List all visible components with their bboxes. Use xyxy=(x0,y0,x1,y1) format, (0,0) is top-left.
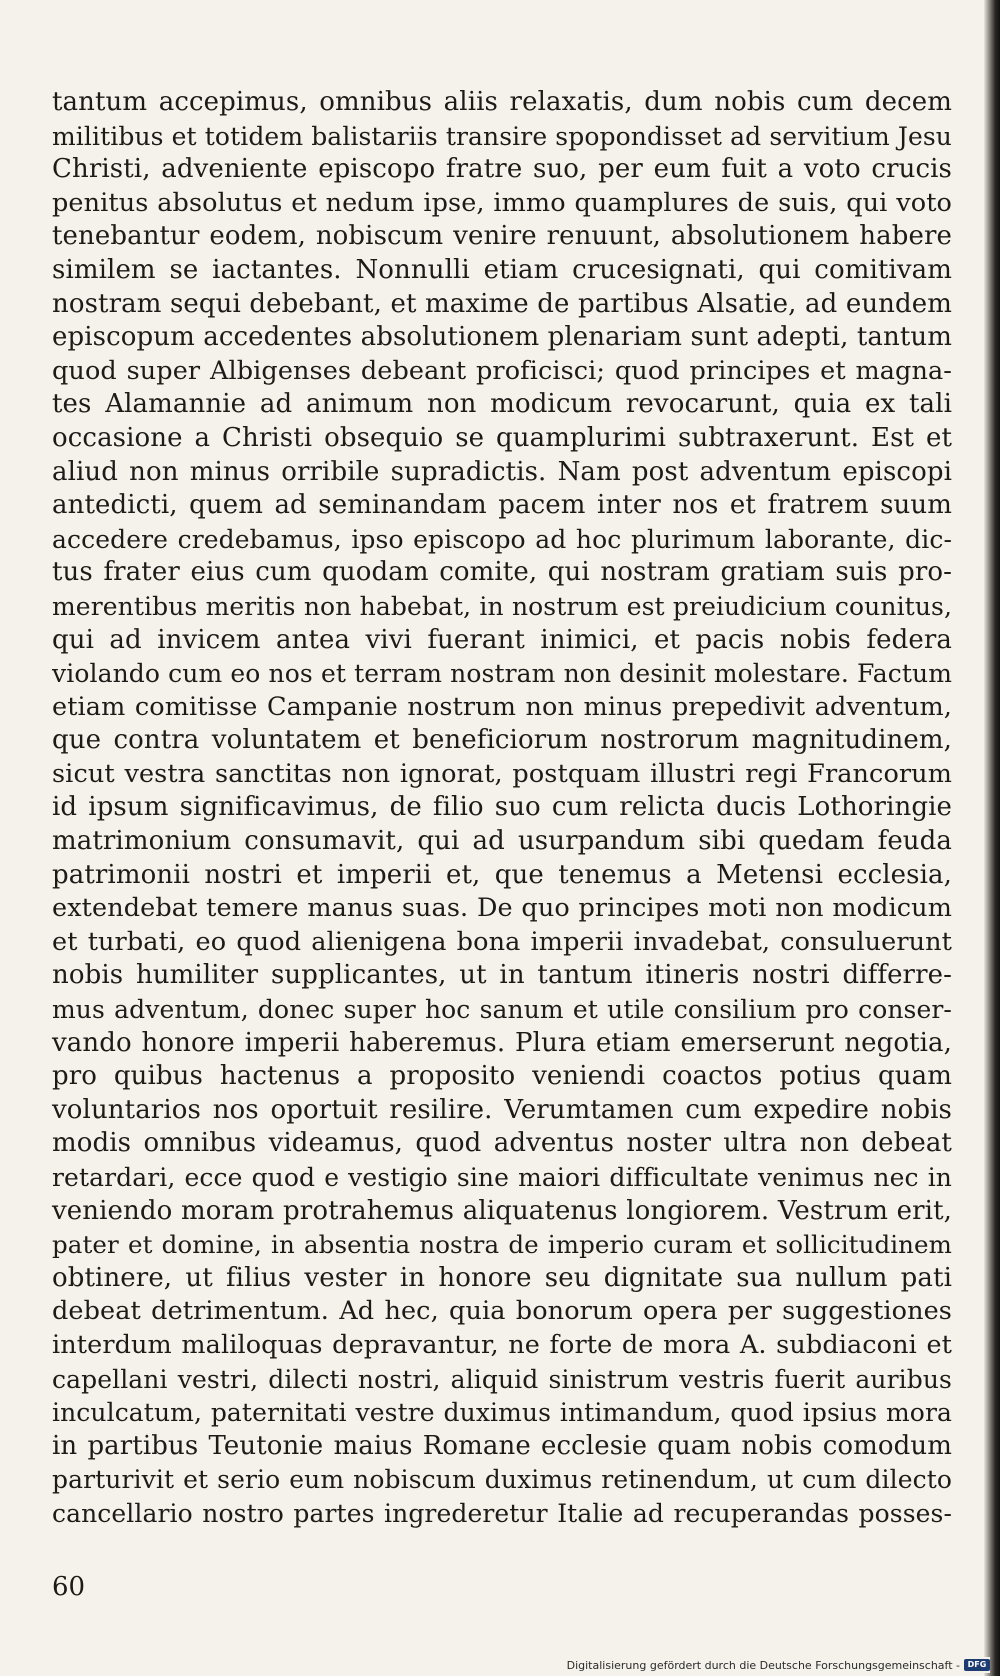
text-line: occasione a Christi obsequio se quamplurimi subtraxerunt. Est et xyxy=(52,422,952,453)
text-line: extendebat temere manus suas. De quo principes moti non modicum xyxy=(52,893,952,924)
dfg-logo: DFG xyxy=(964,1659,990,1671)
text-line: Christi, adveniente episcopo fratre suo, per eum fuit a voto crucis xyxy=(52,154,952,185)
text-line: debeat detrimentum. Ad hec, quia bonorum opera per suggestiones xyxy=(52,1296,952,1327)
text-line: id ipsum significavimus, de filio suo cum relicta ducis Lothoringie xyxy=(52,792,952,823)
text-line: modis omnibus videamus, quod adventus noster ultra non debeat xyxy=(52,1128,952,1159)
text-line: tes Alamannie ad animum non modicum revocarunt, quia ex tali xyxy=(52,389,952,420)
text-line: retardari, ecce quod e vestigio sine maiori difficultate venimus nec in xyxy=(52,1163,952,1192)
credit-text: Digitalisierung gefördert durch die Deutsche Forschungsgemeinschaft - xyxy=(566,1658,960,1672)
body-text xyxy=(52,86,952,1531)
text-line: qui ad invicem antea vivi fuerant inimici, et pacis nobis federa xyxy=(52,624,952,655)
text-line: etiam comitisse Campanie nostrum non minus prepedivit adventum, xyxy=(52,691,952,722)
text-line: penitus absolutus et nedum ipse, immo quamplures de suis, qui voto xyxy=(52,187,952,218)
text-line: vando honore imperii haberemus. Plura etiam emerserunt negotia, xyxy=(52,1027,952,1058)
text-line: violando cum eo nos et terram nostram non desinit molestare. Factum xyxy=(52,659,952,689)
text-line: obtinere, ut filius vester in honore seu dignitate sua nullum pati xyxy=(52,1262,952,1293)
text-line: episcopum accedentes absolutionem plenariam sunt adepti, tantum xyxy=(52,322,952,353)
text-line: accedere credebamus, ipso episcopo ad hoc plurimum laborante, dic- xyxy=(52,524,952,554)
text-line: aliud non minus orribile supradictis. Nam post adventum episcopi xyxy=(52,456,952,487)
text-line: pater et domine, in absentia nostra de imperio curam et sollicitudinem xyxy=(52,1230,952,1260)
digitization-credit xyxy=(567,1657,990,1673)
text-line: tantum accepimus, omnibus aliis relaxatis, dum nobis cum decem xyxy=(52,87,952,117)
text-line: nostram sequi debebant, et maxime de partibus Alsatie, ad eundem xyxy=(52,288,952,319)
text-line: tus frater eius cum quodam comite, qui nostram gratiam suis pro- xyxy=(52,557,952,588)
text-line: sicut vestra sanctitas non ignorat, postquam illustri regi Francorum xyxy=(52,758,952,789)
text-line: et turbati, eo quod alienigena bona imperii invadebat, consuluerunt xyxy=(52,926,952,957)
text-line: cancellario nostro partes ingrederetur Italie ad recuperandas posses- xyxy=(52,1498,952,1528)
text-line: voluntarios nos oportuit resilire. Verumtamen cum expedire nobis xyxy=(52,1094,952,1125)
text-line: interdum maliloquas depravantur, ne forte de mora A. subdiaconi et xyxy=(52,1329,952,1360)
text-line: pro quibus hactenus a proposito veniendi coactos potius quam xyxy=(52,1061,952,1092)
text-line: mus adventum, donec super hoc sanum et utile consilium pro conser- xyxy=(52,995,952,1025)
text-line: antedicti, quem ad seminandam pacem inter nos et fratrem suum xyxy=(52,490,952,521)
text-line: merentibus meritis non habebat, in nostrum est preiudicium counitus, xyxy=(52,591,952,621)
text-line: quod super Albigenses debeant proficisci; quod principes et magna- xyxy=(52,355,952,386)
text-line: militibus et totidem balistariis transire spopondisset ad servitium Jesu xyxy=(52,121,952,151)
text-line: capellani vestri, dilecti nostri, aliquid sinistrum vestris fuerit auribus xyxy=(52,1364,952,1394)
text-line: inculcatum, paternitati vestre duximus intimandum, quod ipsius mora xyxy=(52,1398,952,1428)
text-line: nobis humiliter supplicantes, ut in tantum itineris nostri differre- xyxy=(52,960,952,991)
text-line: similem se iactantes. Nonnulli etiam crucesignati, qui comitivam xyxy=(52,254,952,285)
scan-edge-shadow xyxy=(984,0,1000,1676)
page-number: 60 xyxy=(52,1572,86,1602)
text-line: matrimonium consumavit, qui ad usurpandum sibi quedam feuda xyxy=(52,826,952,857)
text-line: que contra voluntatem et beneficiorum nostrorum magnitudinem, xyxy=(52,725,952,756)
text-line: parturivit et serio eum nobiscum duximus retinendum, ut cum dilecto xyxy=(52,1465,952,1495)
text-line: veniendo moram protrahemus aliquatenus longiorem. Vestrum erit, xyxy=(52,1195,952,1226)
text-line: in partibus Teutonie maius Romane ecclesie quam nobis comodum xyxy=(52,1430,952,1461)
text-line: patrimonii nostri et imperii et, que tenemus a Metensi ecclesia, xyxy=(52,859,952,890)
text-line: tenebantur eodem, nobiscum venire renuunt, absolutionem habere xyxy=(52,221,952,252)
